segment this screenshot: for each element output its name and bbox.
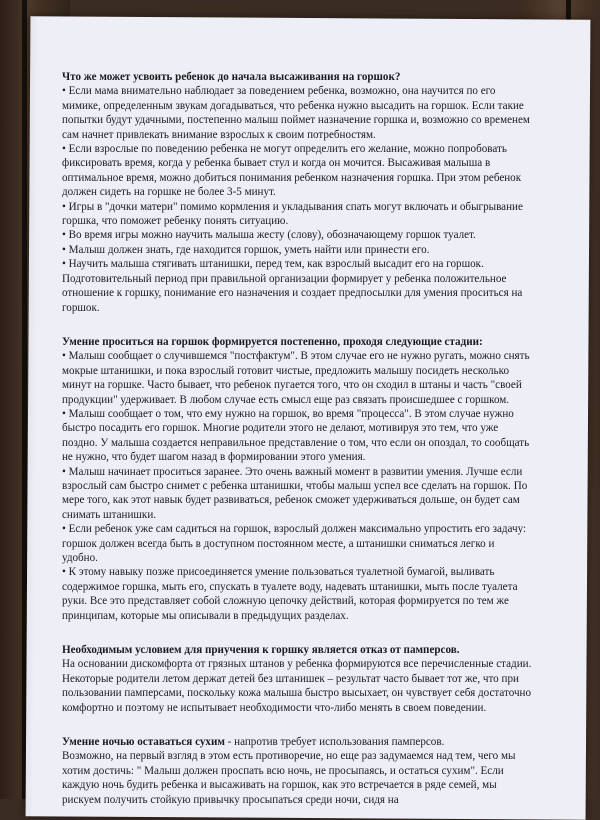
section-heading-line (62, 643, 532, 657)
paragraph: • Малыш сообщает о том, что ему нужно на горшок, во время "процесса". В этом случае нужно быстро посадить его горшок. Многие родители этого не делают, мотивируя это тем, что уже поздно. У малыша создается неправильное представление о том, что если он опоздал, то сообщать не нужно, что будет шагом назад в формировании этого умения. (62, 407, 530, 464)
section-heading: Умение проситься на горшок формируется постепенно, проходя следующие стадии: (62, 335, 483, 348)
paragraph: • Если взрослые по поведению ребенка не могут определить его желание, можно попробовать фиксировать время, когда у ребенка бывает стул и когда он мочится. Высаживая малыша в оптимальное время, можно добиться понимания ребенком назначения горшка. При этом ребенок должен сидеть на горшке не более 3-5 минут. (62, 143, 522, 199)
paragraph: • К этому навыку позже присоединяется умение пользоваться туалетной бумагой, выливать содержимое горшка, мыть его, спускать в туалете воду, надевать штанишки, мыть после туалета руки. Все это представляет собой сложную цепочку действий, которая формируется по тем же принципам, которые мы описывали в предыдущих разделах. (62, 566, 518, 622)
paragraph: • Игры в "дочки матери" помимо кормления и укладывания спать могут включать и обыгрывание горшка, что поможет ребенку понять ситуацию. (62, 200, 523, 228)
document-body (62, 70, 532, 807)
document-section (62, 735, 532, 807)
paragraph: На основании дискомфорта от грязных штанов у ребенка формируются все перечисленные стадии. Некоторые родители летом держат детей без штанишек – результат часто бывает тот же, что при пользовании памперсами, поскольку кожа малыша быстро высыхает, он чувствует себя достаточно комфортно и поэтому не испытывает необходимости что-либо менять в своем поведении. (62, 658, 532, 714)
paragraph: • Научить малыша стягивать штанишки, перед тем, как взрослый высадит его на горшок. Подготовительный период при правильной организации формирует у ребенка положительное отношение к горшку, понимание его назначения и создает предпосылки для умения проситься на горшок. (62, 258, 523, 314)
paragraph: • Малыш начинает проситься заранее. Это очень важный момент в развитии умения. Лучше если взрослый сам быстро снимет с ребенка штанишки, чтобы малыш успел все сделать на горшок. По мере того, как этот навык будет развиваться, ребенок сможет удерживаться дольше, он будет сам снимать штанишки. (62, 465, 528, 521)
section-heading: Умение ночью оставаться сухим (62, 736, 225, 749)
section-heading-suffix: - напротив требует использования памперсов. (224, 736, 445, 749)
paragraph: • Если мама внимательно наблюдает за поведением ребенка, возможно, она научится по его мимике, определенным звукам догадываться, что ребенка нужно высадить на горшок. Если такие попытки будут удачными, постепенно малыш поймет назначение горшка и, возможно со временем сам начнет привлекать внимание взрослых к своим потребностям. (62, 85, 530, 141)
section-heading: Что же может усвоить ребенок до начала высаживания на горшок? (62, 71, 401, 83)
paragraph: • Малыш должен знать, где находится горшок, уметь найти или принести его. (62, 243, 430, 256)
section-heading-line (62, 70, 532, 84)
document-section (62, 335, 532, 623)
paragraph: • Если ребенок уже сам садиться на горшок, взрослый должен максимально упростить его задачу: горшок должен всегда быть в доступном постоянном месте, а штанишки сниматься легко и удобно. (62, 523, 527, 564)
document-section (62, 643, 532, 715)
section-heading-line (62, 735, 532, 749)
paragraph: • Во время игры можно научить малыша жесту (слову), обозначающему горшок туалет. (62, 229, 476, 242)
section-heading: Необходимым условием для приучения к горшку является отказ от памперсов. (62, 644, 460, 657)
paragraph: • Малыш сообщает о случившемся "постфактум". В этом случае его не нужно ругать, можно снять мокрые штанишки, и пока взрослый готовит чистые, предложить малышу посидеть несколько минут на горшке. Часто бывает, что ребенок пугается того, что он сходил в штаны и часть "своей продукции" удерживает. В любом случае есть смысл еще раз связать происшедшее с горшком. (62, 350, 530, 406)
section-heading-line (62, 335, 532, 349)
document-section (62, 70, 532, 315)
paragraph: Возможно, на первый взгляд в этом есть противоречие, но еще раз задумаемся над тем, чего мы хотим достичь: " Малыш должен проспать всю ночь, не просыпаясь, и остаться сухим". Если каждую ночь будить ребенка и высаживать на горшок, как это встречается в ряде семей, мы рискуем получить стойкую привычку просыпаться среди ночи, сидя на (62, 750, 516, 806)
